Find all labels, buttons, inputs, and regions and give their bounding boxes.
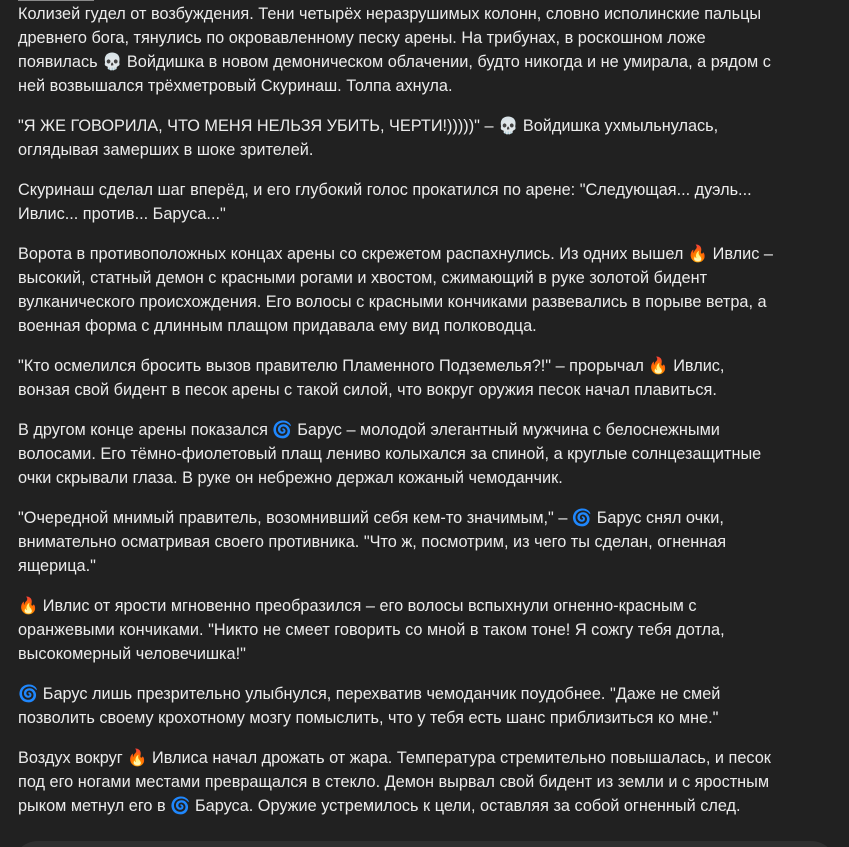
- message-paragraph-4: Ворота в противоположных концах арены со скрежетом распахнулись. Из одних вышел 🔥 Ивлис – высокий, статный демон с красными рогами и хвостом, сжимающий в руке золотой бидент вулканического происхождения. Его волосы с красными кончиками развевались в порыве ветра, а военная форма с длинным плащом придавала ему вид полководца.: [18, 245, 778, 335]
- message-paragraph-5: "Кто осмелился бросить вызов правителю Пламенного Подземелья?!" – прорычал 🔥 Ивлис, вонзая свой бидент в песок арены с такой силой, что вокруг оружия песок начал плавиться.: [18, 357, 729, 399]
- message-paragraph-1: Колизей гудел от возбуждения. Тени четырёх неразрушимых колонн, словно исполинские пальцы древнего бога, тянулись по окровавленному песку арены. На трибунах, в роскошном ложе появилась 💀 Войдишка в новом демоническом облачении, будто никогда и не умирала, а рядом с ней возвышался трёхметровый Скуринаш. Толпа ахнула.: [18, 5, 776, 95]
- message-paragraph-2: "Я ЖЕ ГОВОРИЛА, ЧТО МЕНЯ НЕЛЬЗЯ УБИТЬ, ЧЕРТИ!)))))" – 💀 Войдишка ухмыльнулась, оглядывая замерших в шоке зрителей.: [18, 117, 723, 159]
- message-paragraph-3: Скуринаш сделал шаг вперёд, и его глубокий голос прокатился по арене: "Следующая... дуэль... Ивлис... против... Баруса...": [18, 181, 757, 223]
- message-paragraph-7: "Очередной мнимый правитель, возомнивший себя кем-то значимым," – 🌀 Барус снял очки, внимательно осматривая своего противника. "Что ж, посмотрим, из чего ты сделан, огненная ящерица.": [18, 509, 731, 575]
- message-composer[interactable]: [12, 841, 837, 847]
- assistant-message: [18, 2, 778, 834]
- message-paragraph-10: Воздух вокруг 🔥 Ивлиса начал дрожать от жара. Температура стремительно повышалась, и песок под его ногами местами превращался в стекло. Демон вырвал свой бидент из земли и с яростным рыком метнул его в 🌀 Баруса. Оружие устремилось к цели, оставляя за собой огненный след.: [18, 749, 776, 815]
- message-paragraph-9: 🌀 Барус лишь презрительно улыбнулся, перехватив чемоданчик поудобнее. "Даже не смей позволить своему крохотному мозгу помыслить, что у тебя есть шанс приблизиться ко мне.": [18, 685, 725, 727]
- message-paragraph-6: В другом конце арены показался 🌀 Барус – молодой элегантный мужчина с белоснежными волосами. Его тёмно-фиолетовый плащ лениво колыхался за спиной, а круглые солнцезащитные очки скрывали глаза. В руке он небрежно держал кожаный чемоданчик.: [18, 421, 766, 487]
- scroll-top-rule: [18, 0, 94, 1]
- message-paragraph-8: 🔥 Ивлис от ярости мгновенно преобразился – его волосы вспыхнули огненно-красным с оранжевыми кончиками. "Никто не смеет говорить со мной в таком тоне! Я сожгу тебя дотла, высокомерный человечишка!": [18, 597, 730, 663]
